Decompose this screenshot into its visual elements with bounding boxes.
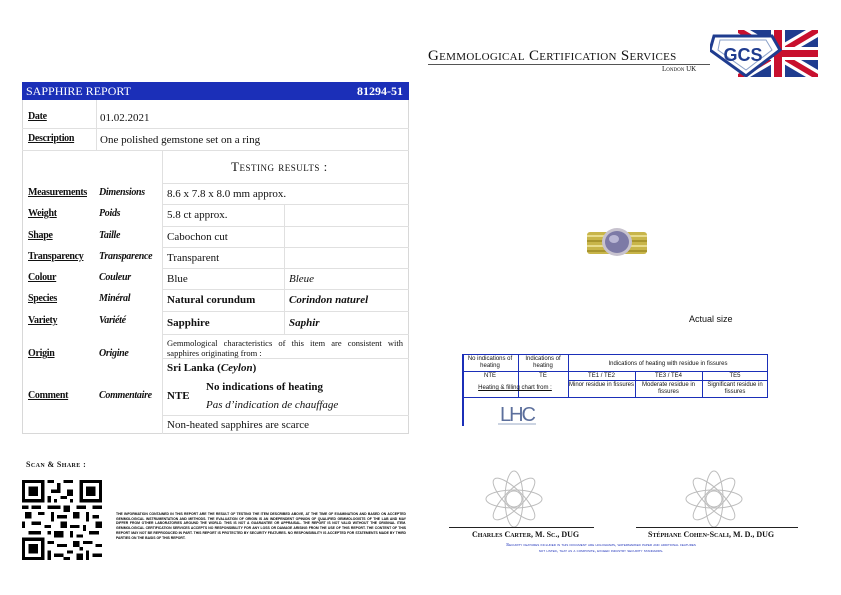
row-divider <box>162 358 409 359</box>
origin-label: Origin <box>28 348 55 359</box>
heat-code-te: TE <box>539 373 547 379</box>
shape-label: Shape <box>28 230 53 241</box>
shape-label-fr: Taille <box>99 230 121 241</box>
heat-col2-head: Indications of heating <box>525 356 561 369</box>
heat-col3-head: Indications of heating with residue in fissures <box>608 361 728 367</box>
transparency-label: Transparency <box>28 251 84 262</box>
species-value-fr: Corindon naturel <box>289 294 369 306</box>
heat-code-nte: NTE <box>484 373 496 379</box>
shape-value: Cabochon cut <box>167 231 228 243</box>
testing-results-title: Testing results : <box>231 159 328 174</box>
heat-code-te34: TE3 / TE4 <box>655 373 682 379</box>
lhc-logo-text: LHC <box>499 404 535 426</box>
measurements-value: 8.6 x 7.8 x 8.0 mm approx. <box>167 188 287 200</box>
comment-code: NTE <box>167 390 190 402</box>
signer-right: Stéphane Cohen-Scali, M. D., DUG <box>648 530 775 539</box>
row-divider <box>162 334 409 335</box>
logo-letters: GCS <box>723 45 763 65</box>
column-divider <box>162 150 163 434</box>
origin-label-fr: Origine <box>99 348 129 359</box>
origin-country-alt: Ceylon <box>220 362 253 374</box>
species-label: Species <box>28 293 58 304</box>
company-name: Gemmological Certification Services <box>428 48 677 64</box>
variety-label-fr: Variété <box>99 315 126 326</box>
description-value: One polished gemstone set on a ring <box>100 134 261 146</box>
colour-label: Colour <box>28 272 57 283</box>
date-value: 01.02.2021 <box>100 112 150 124</box>
gemstone-ring-image <box>587 224 647 260</box>
column-divider <box>284 204 285 334</box>
row-divider <box>162 247 409 248</box>
colour-value-fr: Bleue <box>289 273 315 285</box>
report-title-bar <box>22 82 409 100</box>
lhc-lab-logo <box>496 400 538 426</box>
actual-size-caption: Actual size <box>689 314 733 324</box>
row-divider <box>22 150 409 151</box>
transparency-value: Transparent <box>167 252 220 264</box>
heat-col1-head: No indications of heating <box>467 356 513 369</box>
row-divider <box>162 311 409 312</box>
row-divider <box>162 183 409 184</box>
species-label-fr: Minéral <box>99 293 131 304</box>
heat-residue-minor: Minor residue in fissures <box>568 382 635 388</box>
comment-value-fr: Pas d’indication de chauffage <box>206 399 339 411</box>
signature-line-right <box>636 527 798 528</box>
column-divider <box>96 100 97 150</box>
scan-share-label: Scan & Share : <box>26 460 87 469</box>
row-divider <box>162 204 409 205</box>
heat-code-te5: TE5 <box>729 373 741 379</box>
company-city: London UK <box>662 65 697 73</box>
comment-value: No indications of heating <box>206 381 324 393</box>
hologram-seal-left <box>483 468 545 530</box>
colour-label-fr: Couleur <box>99 272 131 283</box>
row-divider <box>162 415 409 416</box>
heat-residue-significant: Significant residue in fissures <box>707 382 763 395</box>
origin-country-line: Sri Lanka (Ceylon) <box>167 362 257 374</box>
qr-code[interactable] <box>22 480 102 560</box>
row-divider <box>22 128 409 129</box>
comment-label: Comment <box>28 390 69 401</box>
origin-text: Gemmological characteristics of this item are consistent with sapphires originating from : <box>167 338 403 358</box>
legal-disclaimer: THE INFORMATION CONTAINED IN THIS REPORT ARE THE RESULT OF TESTING THE ITEM DESCRIBED ABOVE, AT THE TIME OF EXAMINATION AND BASED ON ACCEPTED GEMMOLOGICAL INSTRUMENTATION AND METHODS. THE EVALUATION OF ORIGIN IS AN INDEPENDENT OPINION OF QUALIFIED GEMMOLOGISTS OF THE LAB AND MAY DIFFER FROM OTHER LABORATORIES AROUND THE WORLD. THIS IS NOT A GUARANTEE OR APPRAISAL. THE REPORT IS NOT VALID WITHOUT THE ORIGINAL ITEM. GEMMOLOGICAL CERTIFICATION SERVICES ACCEPTS NO RESPONSIBILITY FOR ANY LOSS OR DAMAGE ARISING FROM THE USE OF THIS REPORT. THE CONTENT OF THIS REPORT MAY NOT BE REPRODUCED IN PART. THIS REPORT IS PROTECTED BY SECURITY FEATURES. NO RESPONSIBILITY IS ACCEPTED FOR STATEMENTS MADE BY THIRD PARTIES ON THE BASIS OF THIS REPORT. <box>116 512 406 540</box>
comment-label-fr: Commentaire <box>99 390 152 401</box>
weight-value: 5.8 ct approx. <box>167 209 228 221</box>
variety-value: Sapphire <box>167 317 210 329</box>
weight-label-fr: Poids <box>99 208 121 219</box>
row-divider <box>162 268 409 269</box>
date-label: Date <box>28 111 47 122</box>
signer-left: Charles Carter, M. Sc., DUG <box>472 530 580 539</box>
transparency-label-fr: Transparence <box>99 251 153 262</box>
hologram-seal-right <box>683 468 745 530</box>
signature-line-left <box>449 527 594 528</box>
heat-residue-moderate: Moderate residue in fissures <box>641 382 696 395</box>
species-value: Natural corundum <box>167 294 256 306</box>
report-title: SAPPHIRE REPORT <box>26 84 131 98</box>
report-number: 81294-51 <box>357 84 403 98</box>
origin-country: Sri Lanka <box>167 362 215 374</box>
heat-code-te12: TE1 / TE2 <box>588 373 615 379</box>
row-divider <box>162 226 409 227</box>
measurements-label: Measurements <box>28 187 87 198</box>
weight-label: Weight <box>28 208 57 219</box>
description-label: Description <box>28 133 75 144</box>
heat-row-divider <box>568 380 768 381</box>
heat-row-divider <box>462 371 768 372</box>
colour-value: Blue <box>167 273 188 285</box>
heat-chart-source: Heating & filling chart from : <box>478 385 552 391</box>
security-note: Security features included in this document are holograms, watermarked paper and additional features not listed, that as a composite, exceed industry security standards. <box>506 542 696 553</box>
measurements-label-fr: Dimensions <box>99 187 145 198</box>
variety-value-fr: Saphir <box>289 317 320 329</box>
variety-label: Variety <box>28 315 58 326</box>
gcs-flag-logo <box>710 30 818 77</box>
row-divider <box>162 289 409 290</box>
comment-note: Non-heated sapphires are scarce <box>167 419 310 431</box>
